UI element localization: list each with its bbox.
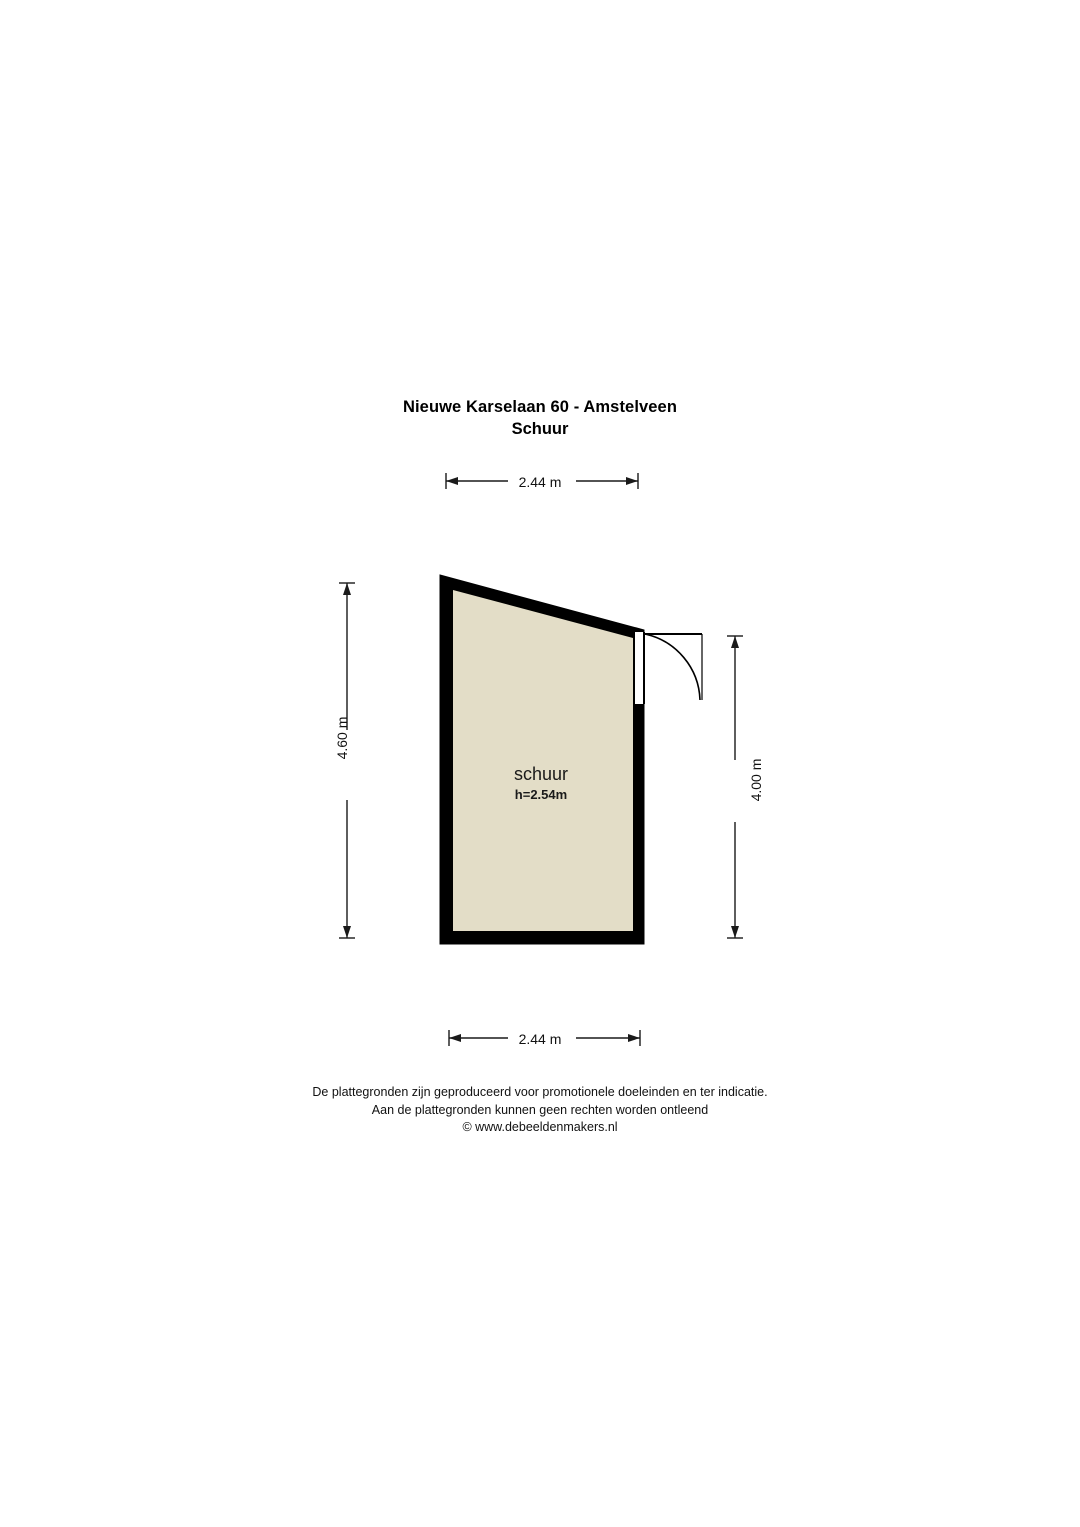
room-height: h=2.54m xyxy=(514,786,568,802)
footer-line-1: De plattegronden zijn geproduceerd voor promotionele doeleinden en ter indicatie. xyxy=(312,1085,768,1099)
dimension-bottom-label: 2.44 m xyxy=(518,1031,562,1047)
door xyxy=(633,632,702,704)
title-subtitle: Schuur xyxy=(511,420,569,438)
room-name: schuur xyxy=(513,764,569,784)
title-address: Nieuwe Karselaan 60 - Amstelveen xyxy=(402,398,678,416)
dimension-left-text: 4.60 m xyxy=(334,716,350,760)
dimension-right-text: 4.00 m xyxy=(748,758,764,802)
footer-disclaimer xyxy=(0,1084,1080,1137)
room-floor xyxy=(453,590,633,931)
footer-line-2: Aan de plattegronden kunnen geen rechten worden ontleend xyxy=(371,1102,709,1117)
dimension-right xyxy=(727,636,743,938)
dimension-top-label: 2.44 m xyxy=(518,474,562,490)
room-label xyxy=(441,763,641,803)
footer-copyright: © www.debeeldenmakers.nl xyxy=(462,1120,618,1134)
room-walls xyxy=(440,575,644,944)
